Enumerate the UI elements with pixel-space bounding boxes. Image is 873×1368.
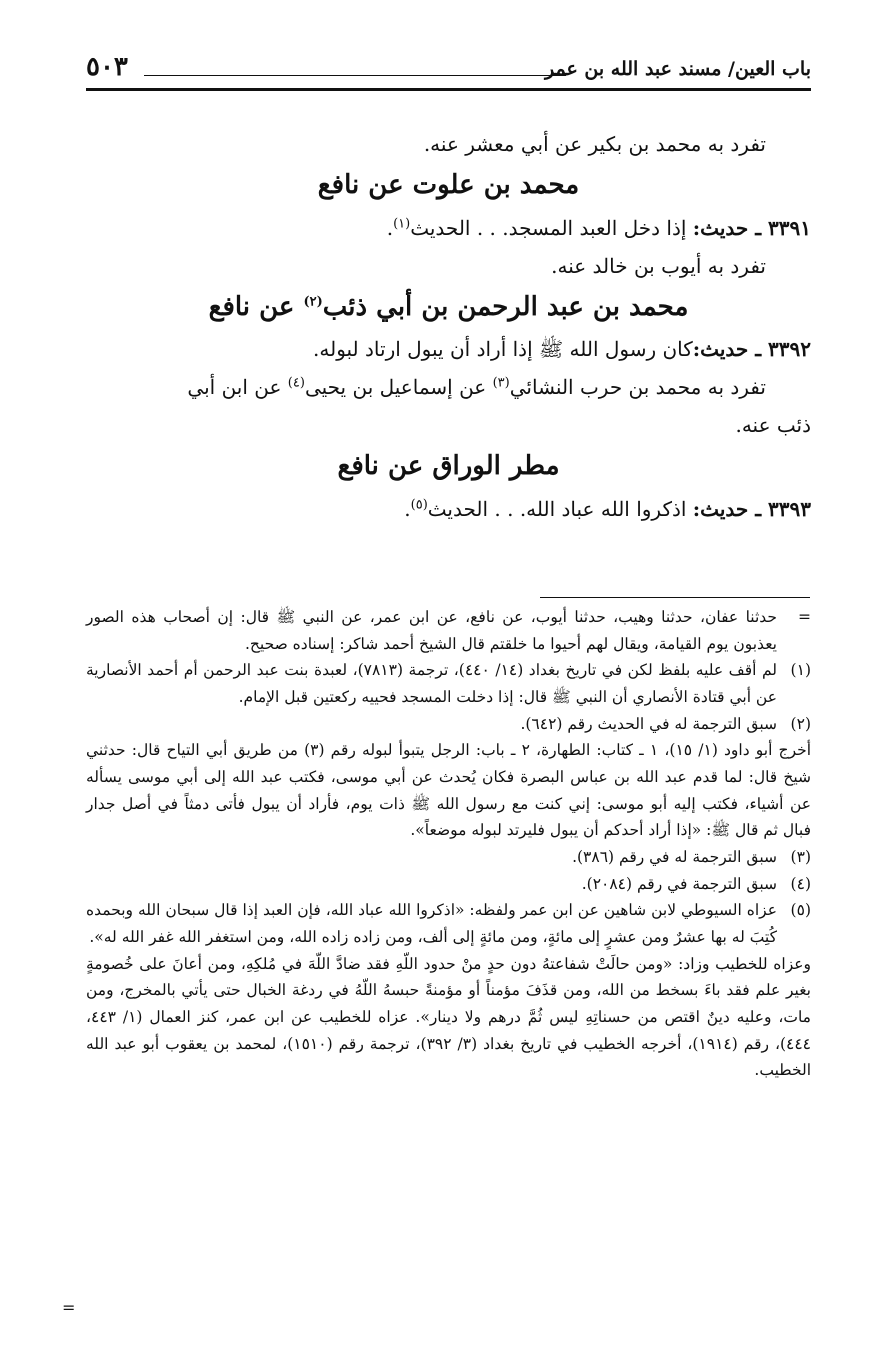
footnote-text: لم أقف عليه بلفظ لكن في تاريخ بغداد (١٤/ ٤٤٠)، ترجمة (٧٨١٣)، لعبدة بنت عبد الرحمن أم أحمد الأنصارية عن أبي قتادة الأنصاري أن النبي ﷺ قال: إذا دخلت المسجد فحييه ركعتين قبل الإمام. bbox=[86, 661, 777, 706]
hadith-number: ٣٣٩٢ ـ حديث: bbox=[692, 337, 811, 361]
header-dash-line bbox=[144, 75, 566, 76]
footnote-mark: = bbox=[798, 608, 811, 626]
section-heading: مطر الوراق عن نافع bbox=[337, 451, 560, 481]
footnote-mark: (١) bbox=[790, 661, 811, 680]
footnote-separator bbox=[540, 597, 810, 598]
footnote-text: سبق الترجمة في رقم (٢٠٨٤). bbox=[581, 874, 777, 893]
footnote-ref: (٣) bbox=[492, 375, 510, 391]
footnote-text: حدثنا عفان، حدثنا وهيب، حدثنا أيوب، عن نافع، عن ابن عمر، عن النبي ﷺ قال: إن أصحاب هذه الصور يعذبون يوم القيامة، ويقال لهم أحيوا ما خلقتم قال الشيخ أحمد شاكر: إسناده صحيح. bbox=[86, 608, 777, 653]
hadith-end: . bbox=[386, 215, 394, 240]
continuation-mark: = bbox=[62, 1298, 76, 1317]
footnote-5 bbox=[86, 897, 811, 950]
section-heading bbox=[86, 285, 811, 331]
footnote-2 bbox=[86, 711, 811, 738]
footnote-ref: (٥) bbox=[410, 496, 428, 512]
hadith-number: ٣٣٩١ ـ حديث: bbox=[692, 215, 811, 240]
header-title: باب العين/ مسند عبد الله بن عمر bbox=[545, 58, 811, 80]
footnote-text: سبق الترجمة له في رقم (٣٨٦). bbox=[572, 847, 777, 866]
hadith-end: . bbox=[404, 496, 411, 521]
heading-part: عن نافع bbox=[208, 291, 304, 322]
running-header bbox=[86, 52, 811, 88]
footnote-mark: (٢) bbox=[790, 714, 811, 733]
footnote-text: وعزاه للخطيب وزاد: «ومن حالَتْ شفاعتهُ دون حدٍ منْ حدود اللّهِ فقد ضادَّ اللّهَ في مُلكِهِ، ومن أعانَ على خُصومةٍ بغير علم فقد باءَ بسخط من الله، ومن قذَفَ مؤمناً أو مؤمنةً حبسهُ اللّهُ في ردغة الخبال حتى يأتي بالمخرج، ومن مات، وعليه دينٌ اقتص من حسناتِهِ ليس ثُمَّ درهم ولا دينار». عزاه للخطيب عن ابن عمر، كنز العمال (١/ ٤٤٣، ٤٤٤)، رقم (١٩١٤)، أخرجه الخطيب في تاريخ بغداد (٣/ ٣٩٢)، ترجمة رقم (١٥١٠)، لمحمد بن يعقوب أبو عبد الله الخطيب. bbox=[86, 954, 811, 1080]
footnote-continued bbox=[86, 604, 811, 657]
footnote-mark: (٣) bbox=[790, 847, 811, 866]
footnote-mark: (٤) bbox=[790, 874, 811, 893]
footnote-4 bbox=[86, 871, 811, 898]
footnote-text: عزاه السيوطي لابن شاهين عن ابن عمر ولفظه: «اذكروا الله عباد الله، فإن العبد إذا قال سبحان الله وبحمده كُتِبَ له بها عشرٌ ومن عشرٍ إلى مائةٍ، ومن مائةٍ إلى ألف، ومن زاده زاده الله، ومن استغفر الله غفر الله له». bbox=[86, 901, 777, 946]
footnote-mark: (٥) bbox=[790, 901, 811, 920]
footnote-text: أخرج أبو داود (١/ ١٥)، ١ ـ كتاب: الطهارة، ٢ ـ باب: الرجل يتبوأ لبوله رقم (٣) من طريق أبي التياح قال: حدثني شيخ قال: لما قدم عبد الله بن عباس البصرة فكان يُحدث عن أبي موسى، فكتب عبد الله إلى أبي موسى يسأله عن أشياء، فكتب إليه أبو موسى: إني كنت مع رسول الله ﷺ ذات يوم، فأراد أن يبول فأتى دمثاً في أصل جدار فبال ثم قال ﷺ: «إذا أراد أحدكم أن يبول فليرتد لبوله موضعاً». bbox=[86, 741, 812, 840]
text-line: ذئب عنه. bbox=[735, 413, 811, 437]
footnote-text: سبق الترجمة له في الحديث رقم (٦٤٢). bbox=[520, 714, 777, 733]
text-line bbox=[86, 368, 811, 406]
footnote-5-continued bbox=[86, 951, 811, 1084]
text-line: تفرد به أيوب بن خالد عنه. bbox=[551, 253, 766, 278]
hadith-3392 bbox=[86, 330, 811, 368]
footnote-3 bbox=[86, 844, 811, 871]
footnote-ref: (٤) bbox=[287, 375, 305, 391]
text-part: عن ابن أبي bbox=[187, 375, 288, 399]
hadith-text: إذا دخل العبد المسجد. . . الحديث bbox=[410, 215, 693, 240]
footnotes bbox=[86, 604, 811, 1084]
main-text bbox=[86, 125, 811, 528]
hadith-text: كان رسول الله ﷺ إذا أراد أن يبول ارتاد لبوله. bbox=[313, 337, 693, 361]
page-number: ٥٠٣ bbox=[86, 52, 128, 82]
hadith-3393 bbox=[86, 490, 811, 528]
footnote-ref: (٢) bbox=[303, 293, 323, 309]
hadith-text: اذكروا الله عباد الله. . . الحديث bbox=[427, 496, 693, 521]
hadith-number: ٣٣٩٣ ـ حديث: bbox=[692, 496, 811, 521]
text-part: تفرد به محمد بن حرب النشائي bbox=[509, 375, 766, 399]
hadith-3391 bbox=[86, 209, 811, 247]
text-line: تفرد به محمد بن بكير عن أبي معشر عنه. bbox=[423, 132, 766, 156]
heading-part: محمد بن عبد الرحمن بن أبي ذئب bbox=[322, 291, 689, 322]
header-rule bbox=[86, 88, 811, 91]
text-part: عن إسماعيل بن يحيى bbox=[304, 375, 493, 399]
footnote-2-continued bbox=[86, 737, 811, 844]
footnote-ref: (١) bbox=[393, 215, 411, 231]
footnote-1 bbox=[86, 657, 811, 710]
section-heading: محمد بن علوت عن نافع bbox=[317, 170, 580, 200]
